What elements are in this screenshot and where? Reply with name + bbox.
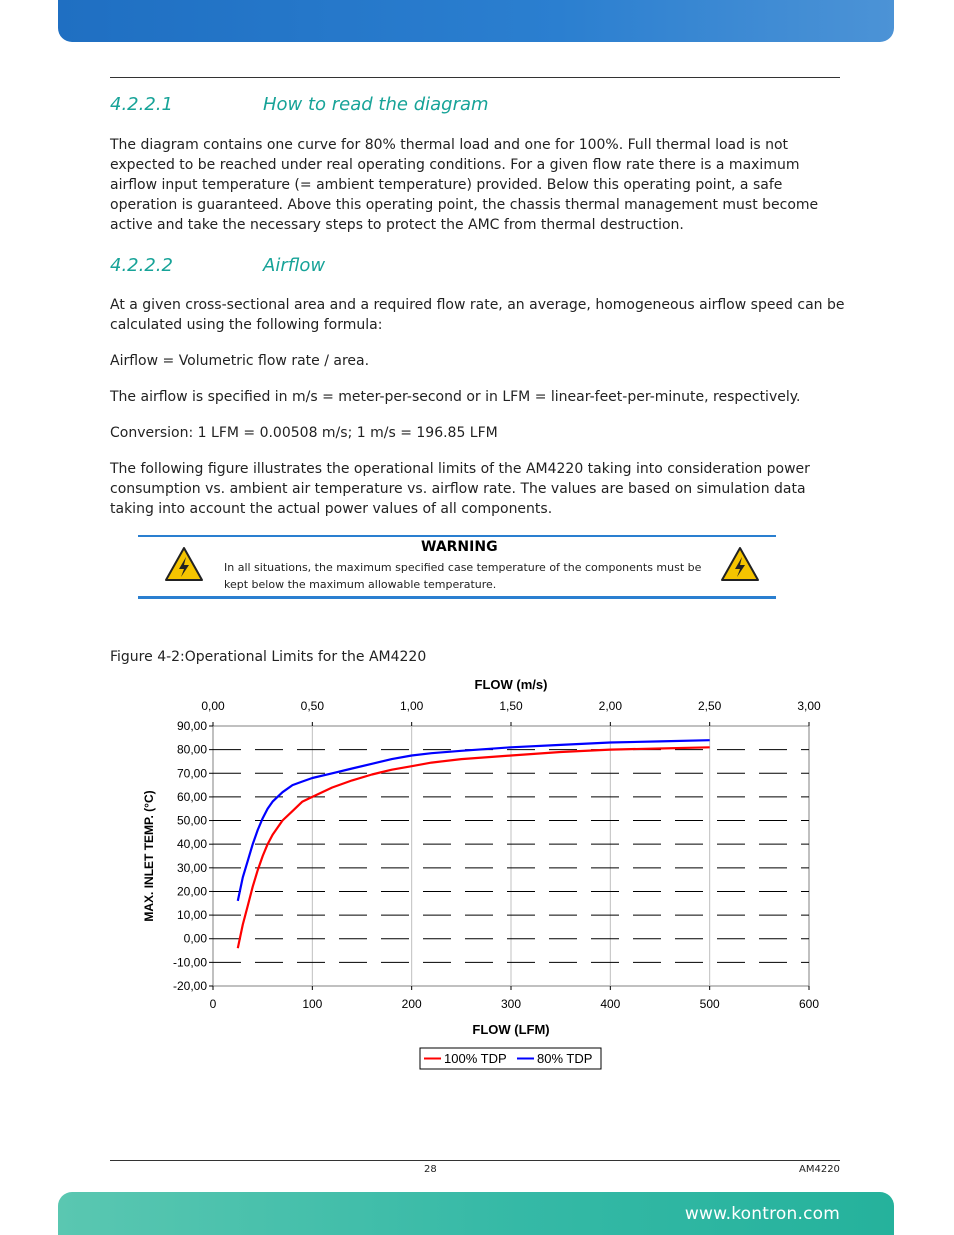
x-tick-label: 200: [401, 997, 422, 1011]
operational-limits-chart: [130, 672, 830, 1082]
y-axis-title: MAX. INLET TEMP. (°C): [142, 790, 156, 922]
x2-tick-label: 2,50: [697, 699, 722, 713]
section-heading-airflow: [110, 255, 325, 276]
x-tick-label: 0: [209, 997, 217, 1011]
x2-tick-label: 3,00: [797, 699, 821, 713]
warning-top-rule: [138, 535, 776, 537]
page-number: 28: [424, 1164, 437, 1175]
legend-label: 100% TDP: [444, 1051, 507, 1066]
x-tick-label: 600: [798, 997, 820, 1011]
document-name: AM4220: [799, 1164, 840, 1175]
y-tick-label: 30,00: [176, 860, 207, 875]
y-tick-label: 20,00: [176, 884, 207, 899]
airflow-para-4: Conversion: 1 LFM = 0.00508 m/s; 1 m/s = 196.85 LFM: [110, 425, 498, 441]
warning-box: [138, 535, 776, 599]
x-axis-title: FLOW (LFM): [472, 1022, 550, 1037]
x2-axis-title: FLOW (m/s): [474, 677, 548, 692]
airflow-para-2: Airflow = Volumetric flow rate / area.: [110, 353, 370, 369]
x2-tick-label: 0,00: [201, 699, 225, 713]
y-tick-label: 40,00: [176, 837, 207, 852]
section-number: 4.2.2.2: [110, 255, 173, 276]
y-tick-label: 0,00: [183, 931, 207, 946]
section-title: How to read the diagram: [263, 94, 489, 115]
warning-title: WARNING: [421, 539, 498, 555]
airflow-para-3: The airflow is specified in m/s = meter-per-second or in LFM = linear-feet-per-minute, respectively.: [110, 389, 801, 405]
website-link[interactable]: www.kontron.com: [684, 1204, 840, 1224]
high-voltage-warning-icon: [720, 546, 760, 582]
airflow-para-5: The following figure illustrates the operational limits of the AM4220 taking into consideration power consumption vs. ambient air temperature vs. airflow rate. The values are based on simulation data taking into account the actual power values of all components.: [110, 461, 810, 517]
y-tick-label: 70,00: [176, 766, 207, 781]
x2-tick-label: 1,50: [499, 699, 523, 713]
airflow-para-1: At a given cross-sectional area and a required flow rate, an average, homogeneous airflow speed can be calculated using the following formula:: [110, 297, 845, 333]
legend-label: 80% TDP: [537, 1051, 593, 1066]
top-banner: [58, 0, 894, 42]
section-title: Airflow: [263, 255, 326, 276]
x2-tick-label: 0,50: [300, 699, 325, 713]
high-voltage-warning-icon: [164, 546, 204, 582]
figure-caption: Figure 4-2:Operational Limits for the AM4220: [110, 649, 427, 665]
section-heading-how-to-read: [110, 94, 489, 115]
warning-bottom-rule: [138, 596, 776, 599]
y-tick-label: -10,00: [172, 955, 207, 970]
header-rule: [110, 77, 840, 78]
section1-body: The diagram contains one curve for 80% thermal load and one for 100%. Full thermal load is not expected to be reached under real operating conditions. For a given flow rate there is a maximum airflow input temperature (= ambient temperature) provided. Below this operating point, a safe operation is guaranteed. Above this operating point, the chassis thermal management must become active and take the necessary steps to protect the AMC from thermal destruction.: [110, 137, 819, 233]
y-tick-label: -20,00: [172, 979, 207, 993]
x-tick-label: 500: [699, 997, 720, 1011]
y-tick-label: 50,00: [176, 813, 207, 828]
y-tick-label: 60,00: [176, 789, 207, 804]
x-tick-label: 400: [600, 997, 621, 1011]
x2-tick-label: 2,00: [598, 699, 623, 713]
x2-tick-label: 1,00: [399, 699, 424, 713]
footer-rule: [110, 1160, 840, 1161]
y-tick-label: 90,00: [176, 719, 207, 733]
x-tick-label: 300: [500, 997, 522, 1011]
y-tick-label: 10,00: [176, 908, 207, 923]
bottom-banner: [58, 1192, 894, 1235]
x-tick-label: 100: [302, 997, 323, 1011]
warning-text: In all situations, the maximum specified case temperature of the components must be kept below the maximum allowable temperature.: [224, 561, 702, 591]
section-number: 4.2.2.1: [110, 94, 173, 115]
y-tick-label: 80,00: [176, 742, 207, 757]
